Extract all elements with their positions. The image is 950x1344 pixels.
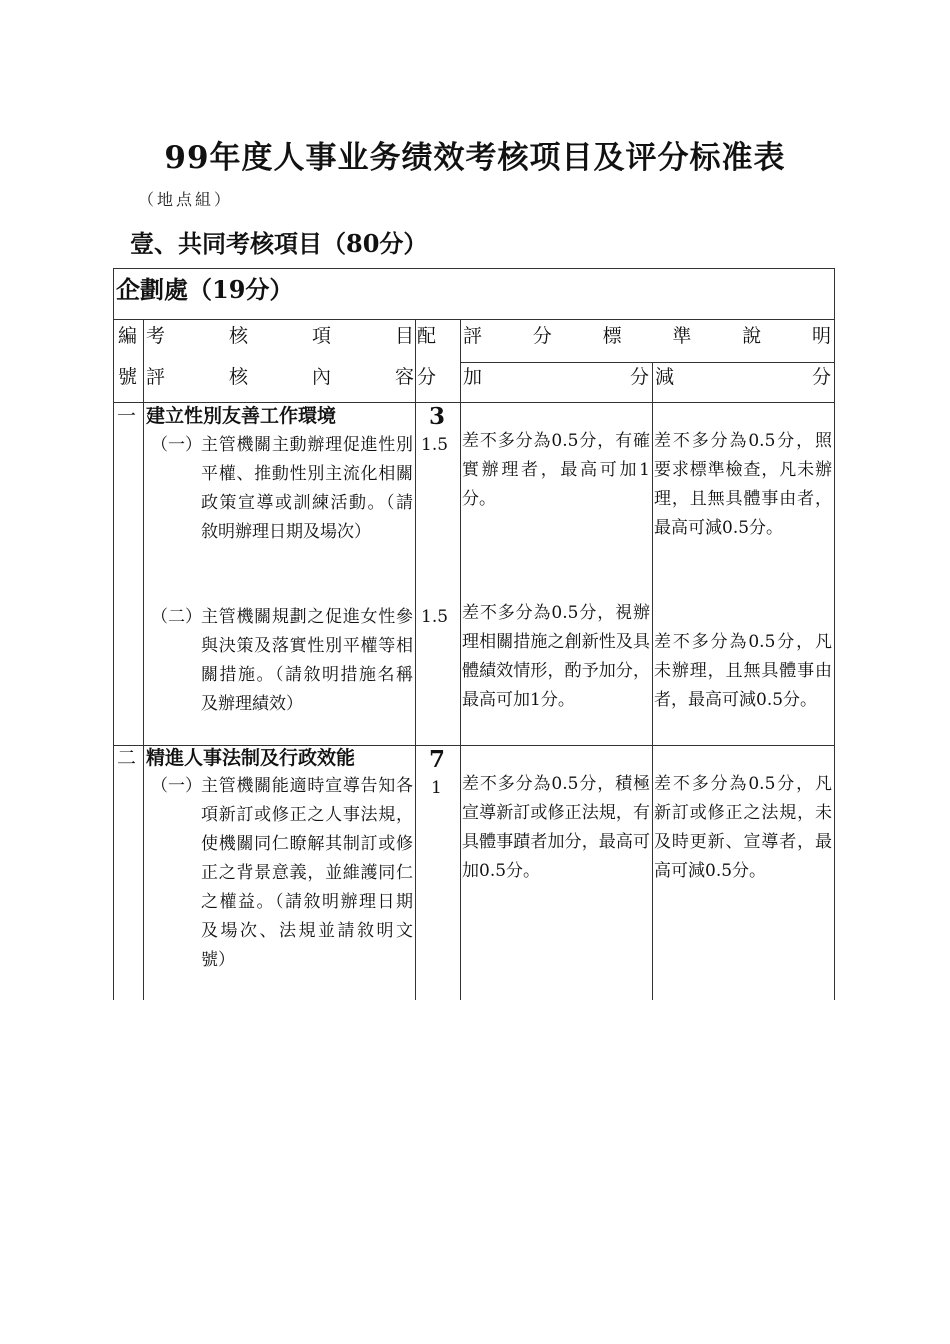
item-content: 主管機關主動辦理促進性別平權、推動性別主流化相關政策宣導或訓練活動。（請敘明辦理日期及場次） — [201, 435, 413, 542]
row-title: 精進人事法制及行政效能 — [146, 747, 356, 769]
item-sub-criteria: 差不多分為0.5分，凡新訂或修正之法規，未及時更新、宣導者，最高可減0.5分。 — [654, 774, 832, 881]
table-rule — [834, 268, 835, 1000]
table-rule — [460, 319, 461, 1000]
document-title: 99年度人事业务绩效考核项目及评分标准表 — [164, 140, 786, 176]
item-score: 1 — [431, 778, 442, 798]
header-score-top: 配 — [417, 325, 437, 347]
item-content: 主管機關能適時宣導告知各項新訂或修正之人事法規，使機關同仁瞭解其制訂或修正之背景意義，並維護同仁之權益。（請敘明辦理日期及場次、法規並請敘明文號） — [201, 776, 413, 970]
header-no-top: 編 — [118, 325, 138, 347]
table-rule — [143, 319, 144, 1000]
evaluation-table — [113, 268, 835, 1000]
item-add-criteria: 差不多分為0.5分，有確實辦理者，最高可加1分。 — [462, 431, 650, 509]
row-total-score: 3 — [429, 403, 446, 430]
row-total-score: 7 — [429, 746, 446, 773]
row-number: 一 — [117, 405, 137, 427]
header-criteria: 評分標準說明 — [463, 325, 831, 347]
header-content: 評核內容 — [146, 366, 414, 388]
table-rule — [113, 268, 835, 269]
header-score-bottom: 分 — [417, 366, 437, 388]
item-label: （一） — [151, 776, 202, 796]
item-sub-criteria: 差不多分為0.5分，凡未辦理，且無具體事由者，最高可減0.5分。 — [654, 632, 832, 710]
item-score: 1.5 — [421, 607, 449, 627]
header-add: 加分 — [463, 366, 649, 388]
row-number: 二 — [117, 747, 137, 769]
item-score: 1.5 — [421, 435, 449, 455]
header-item: 考核項目 — [146, 325, 414, 347]
item-sub-criteria: 差不多分為0.5分，照要求標準檢查，凡未辦理，且無具體事由者，最高可減0.5分。 — [654, 431, 832, 538]
table-rule — [113, 319, 835, 320]
item-label: （二） — [151, 607, 202, 627]
header-no-bottom: 號 — [118, 366, 138, 388]
item-add-criteria: 差不多分為0.5分，積極宣導新訂或修正法規，有具體事蹟者加分，最高可加0.5分。 — [462, 774, 650, 881]
document-subtitle: （地点組） — [138, 190, 234, 209]
row-title: 建立性別友善工作環境 — [146, 405, 337, 427]
table-rule — [652, 362, 653, 1000]
item-add-criteria: 差不多分為0.5分，視辦理相關措施之創新性及具體績效情形，酌予加分，最高可加1分。 — [462, 603, 650, 710]
item-label: （一） — [151, 435, 202, 455]
table-rule — [415, 319, 416, 1000]
section-heading: 壹、共同考核項目（80分） — [130, 229, 428, 258]
table-rule — [113, 268, 114, 1000]
item-content: 主管機關規劃之促進女性參與決策及落實性別平權等相關措施。（請敘明措施名稱及辦理績效） — [201, 607, 413, 714]
group-heading: 企劃處（19分） — [116, 275, 294, 304]
header-sub: 減分 — [655, 366, 831, 388]
